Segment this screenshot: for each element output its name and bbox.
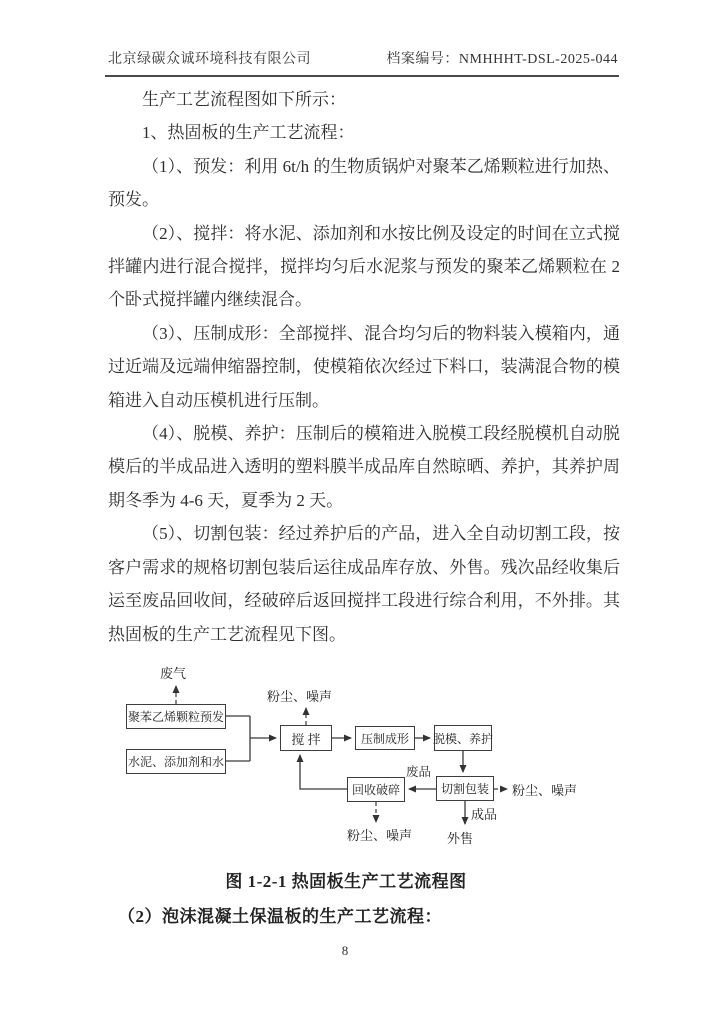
paragraph-list-title: 1、热固板的生产工艺流程： [142, 123, 355, 143]
header-rule [105, 75, 619, 77]
label-scrap: 废品 [406, 765, 432, 779]
file-number-value: NMHHHT-DSL-2025-044 [458, 52, 618, 67]
flowchart-node-pressing: 压制成形 [355, 726, 415, 750]
flowchart-node-materials: 水泥、添加剂和水 [126, 749, 226, 774]
label-dust-noise-cutting: 粉尘、噪声 [512, 783, 578, 798]
paragraph-step-4: （4）、脱模、养护：压制后的模箱进入脱模工段经脱模机自动脱模后的半成品进入透明的塑料膜半成品库自然晾晒、养护，其养护周期冬季为 4-6 天，夏季为 2 天。 [108, 424, 620, 510]
flowchart-node-cutting-packaging: 切割包装 [436, 776, 494, 801]
paragraph-intro: 生产工艺流程图如下所示： [142, 90, 346, 109]
file-number-label: 档案编号： [386, 52, 459, 67]
label-dust-noise-mixing: 粉尘、噪声 [267, 689, 333, 704]
flowchart-node-demold-curing: 脱模、养护 [434, 725, 492, 751]
label-waste-gas: 废气 [160, 666, 187, 681]
header-file-number [386, 48, 618, 68]
body-text [108, 83, 620, 651]
arrow-recycle-return-mixing [300, 755, 347, 789]
label-external-sale: 外售 [447, 831, 474, 846]
flowchart-node-preexpansion: 聚苯乙烯颗粒预发 [126, 704, 226, 729]
flowchart-node-recycle-crushing: 回收破碎 [347, 777, 405, 802]
label-finished-product: 成品 [471, 807, 498, 822]
flowchart-node-mixing: 搅 拌 [280, 725, 332, 751]
paragraph-step-1: （1）、预发：利用 6t/h 的生物质锅炉对聚苯乙烯颗粒进行加热、预发。 [108, 156, 620, 210]
figure-caption: 图 1-2-1 热固板生产工艺流程图 [225, 872, 467, 891]
process-flowchart [100, 655, 660, 855]
section-heading-next: （2）泡沫混凝土保温板的生产工艺流程： [118, 907, 442, 926]
page-header [106, 48, 618, 70]
header-company-name: 北京绿碳众诚环境科技有限公司 [108, 52, 311, 67]
paragraph-step-3: （3）、压制成形：全部搅拌、混合均匀后的物料装入模箱内，通过近端及远端伸缩器控制，使模箱依次经过下料口，装满混合物的模箱进入自动压模机进行压制。 [108, 323, 620, 410]
paragraph-step-5: （5）、切割包装：经过养护后的产品，进入全自动切割工段，按客户需求的规格切割包装后运往成品库存放、外售。残次品经收集后运至废品回收间，经破碎后返回搅拌工段进行综合利用，不外排。其热固板的生产工艺流程见下图。 [108, 524, 620, 644]
label-dust-noise-recycle: 粉尘、噪声 [347, 828, 413, 843]
page-number: 8 [341, 943, 349, 958]
paragraph-step-2: （2）、搅拌：将水泥、添加剂和水按比例及设定的时间在立式搅拌罐内进行混合搅拌，搅拌均匀后水泥浆与预发的聚苯乙烯颗粒在 2 个卧式搅拌罐内继续混合。 [108, 223, 620, 310]
